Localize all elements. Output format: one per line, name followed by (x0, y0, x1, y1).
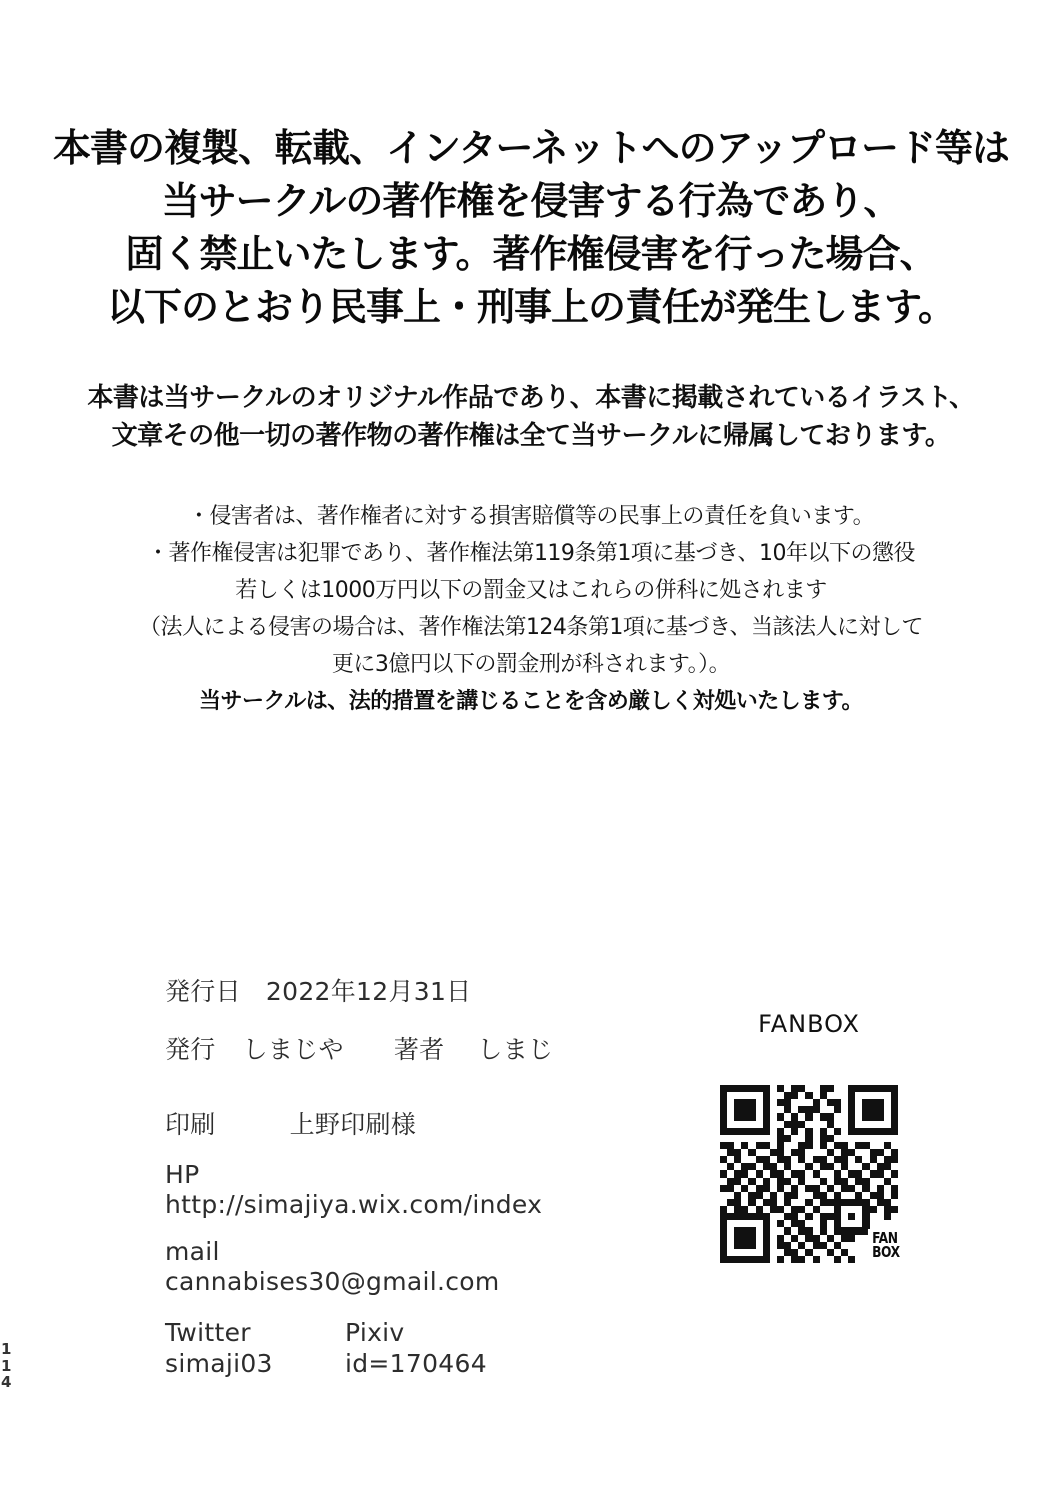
publisher-value: しまじや (242, 1035, 344, 1064)
legal-line: ・著作権侵害は犯罪であり、著作権法第119条第1項に基づき、10年以下の懲役 (146, 541, 916, 566)
legal-line: ・侵害者は、著作権者に対する損害賠償等の民事上の責任を負います。 (187, 504, 875, 529)
legal-line: 更に3億円以下の罰金刑が科されます。）。 (331, 652, 731, 677)
mail-block (165, 1237, 500, 1297)
printer-label: 印刷 (165, 1110, 216, 1139)
warning-line: 以下のとおり民事上・刑事上の責任が発生します。 (107, 285, 955, 329)
copyright-warning-heading (0, 122, 1062, 334)
legal-closing-line: 当サークルは、法的措置を講じることを含め厳しく対処いたします。 (198, 689, 864, 714)
pixiv-label: Pixiv (345, 1318, 405, 1347)
author-label: 著者 (393, 1035, 445, 1064)
warning-line: 固く禁止いたします。著作権侵害を行った場合、 (125, 232, 937, 276)
printer-value: 上野印刷様 (289, 1110, 417, 1139)
homepage-url: http://simajiya.wix.com/index (165, 1190, 543, 1219)
fanbox-qr-code (720, 1085, 898, 1263)
ownership-line: 本書は当サークルのオリジナル作品であり、本書に掲載されているイラスト、 (87, 383, 975, 413)
twitter-handle: simaji03 (165, 1349, 273, 1378)
twitter-label: Twitter (165, 1318, 251, 1347)
publisher-label: 発行 (165, 1035, 216, 1064)
issue-date-label: 発行日 (165, 977, 241, 1006)
fanbox-heading: FANBOX (758, 1010, 860, 1038)
pixiv-block (345, 1317, 487, 1379)
legal-liability-details (0, 498, 1062, 720)
qr-fanbox-overlay (868, 1229, 900, 1259)
page-number-vertical: 114 (1, 1340, 12, 1391)
pixiv-id: id=170464 (345, 1349, 487, 1378)
printer-row (165, 1105, 416, 1141)
legal-line: （法人による侵害の場合は、著作権法第124条第1項に基づき、当該法人に対して (138, 615, 924, 640)
legal-line: 若しくは1000万円以下の罰金又はこれらの併科に処されます (235, 578, 827, 603)
warning-line: 当サークルの著作権を侵害する行為であり、 (161, 179, 901, 223)
homepage-label: HP (165, 1160, 200, 1189)
twitter-block (165, 1317, 273, 1379)
mail-label: mail (165, 1237, 220, 1266)
homepage-block (165, 1160, 542, 1220)
qr-overlay-box: BOX (872, 1243, 900, 1261)
mail-address: cannabises30@gmail.com (165, 1267, 500, 1296)
warning-line: 本書の複製、転載、インターネットへのアップロード等は (53, 126, 1009, 170)
qr-overlay-fan: FAN (872, 1229, 898, 1247)
issue-date-row (165, 972, 471, 1008)
issue-date-value: 2022年12月31日 (265, 977, 472, 1006)
publisher-row (165, 1030, 553, 1066)
ownership-statement (0, 379, 1062, 455)
author-value: しまじ (477, 1035, 554, 1064)
ownership-line: 文章その他一切の著作物の著作権は全て当サークルに帰属しております。 (111, 421, 951, 451)
